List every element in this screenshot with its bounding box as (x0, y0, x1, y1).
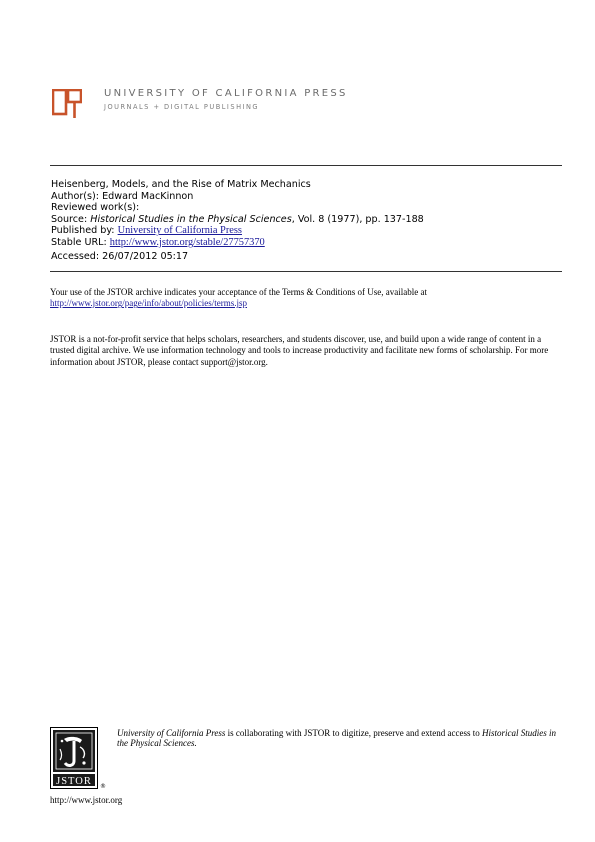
terms-text: Your use of the JSTOR archive indicates your acceptance of the Terms & Conditions of Use, available at (50, 287, 428, 297)
source-label: Source: (51, 213, 91, 225)
publisher-name: UNIVERSITY OF CALIFORNIA PRESS (104, 88, 348, 99)
stable-url-line (51, 237, 563, 249)
ucp-logo-icon (52, 89, 82, 119)
publisher-link[interactable]: University of California Press (117, 225, 242, 237)
source-journal: Historical Studies in the Physical Sciences (90, 213, 292, 225)
accessed-label: Accessed: (51, 250, 103, 262)
terms-link[interactable]: http://www.jstor.org/page/info/about/policies/terms.jsp (50, 298, 247, 309)
jstor-logo-icon (50, 727, 98, 789)
author-line (51, 191, 563, 203)
middle-rule (50, 271, 562, 272)
stable-url-label: Stable URL: (51, 236, 110, 248)
terms-paragraph (50, 287, 562, 309)
published-label: Published by: (51, 225, 118, 237)
jstor-logo-text: JSTOR (56, 776, 92, 787)
source-line (51, 214, 563, 226)
accessed-line (51, 251, 563, 263)
author-name: Edward MacKinnon (102, 190, 194, 202)
publisher-subtitle: JOURNALS + DIGITAL PUBLISHING (104, 103, 260, 111)
collab-press: University of California Press (117, 728, 226, 738)
jstor-url[interactable]: http://www.jstor.org (50, 795, 123, 805)
reviewed-line: Reviewed work(s): (51, 202, 140, 214)
collab-text: is collaborating with JSTOR to digitize, preserve and extend access to (225, 728, 482, 738)
collaboration-statement (117, 728, 565, 749)
published-line (51, 225, 563, 237)
top-rule (50, 165, 562, 166)
collab-journal: Historical Studies in the Physical Sciences. (117, 728, 556, 749)
article-title: Heisenberg, Models, and the Rise of Matrix Mechanics (51, 179, 311, 190)
source-details: , Vol. 8 (1977), pp. 137-188 (291, 213, 424, 225)
registered-mark-icon: ® (100, 783, 106, 790)
author-label: Author(s): (51, 190, 103, 202)
accessed-date: 26/07/2012 05:17 (102, 250, 189, 262)
stable-url-link[interactable]: http://www.jstor.org/stable/27757370 (109, 236, 265, 248)
citation-block (51, 179, 563, 262)
about-paragraph: JSTOR is a not-for-profit service that helps scholars, researchers, and students discover, use, and build upon a wide range of content in a trusted digital archive. We use information technology and tools to increase productivity and facilitate new forms of scholarship. For more information about JSTOR, please contact support@jstor.org. (50, 334, 549, 367)
